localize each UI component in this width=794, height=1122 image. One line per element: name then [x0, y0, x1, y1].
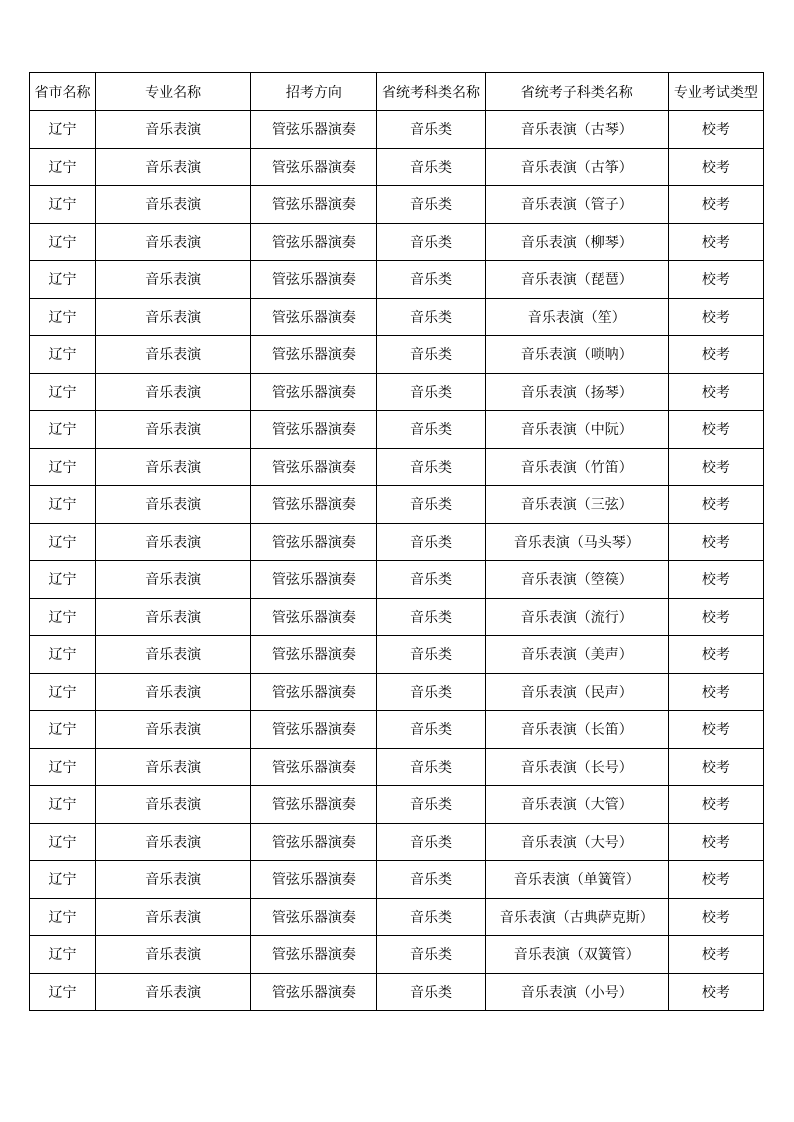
cell-province: 辽宁 [30, 373, 96, 411]
cell-exam-category: 音乐类 [377, 298, 485, 336]
cell-province: 辽宁 [30, 261, 96, 299]
cell-exam-category: 音乐类 [377, 823, 485, 861]
cell-direction: 管弦乐器演奏 [251, 936, 377, 974]
cell-direction: 管弦乐器演奏 [251, 298, 377, 336]
cell-province: 辽宁 [30, 111, 96, 149]
cell-province: 辽宁 [30, 411, 96, 449]
cell-major: 音乐表演 [96, 336, 251, 374]
cell-exam-subcategory: 音乐表演（笙） [485, 298, 668, 336]
cell-direction: 管弦乐器演奏 [251, 711, 377, 749]
cell-province: 辽宁 [30, 898, 96, 936]
cell-exam-type: 校考 [668, 786, 763, 824]
cell-major: 音乐表演 [96, 561, 251, 599]
cell-exam-type: 校考 [668, 336, 763, 374]
cell-province: 辽宁 [30, 223, 96, 261]
cell-major: 音乐表演 [96, 486, 251, 524]
cell-direction: 管弦乐器演奏 [251, 748, 377, 786]
cell-exam-type: 校考 [668, 673, 763, 711]
cell-exam-type: 校考 [668, 111, 763, 149]
header-exam-type: 专业考试类型 [668, 73, 763, 111]
cell-exam-type: 校考 [668, 898, 763, 936]
cell-province: 辽宁 [30, 486, 96, 524]
cell-direction: 管弦乐器演奏 [251, 561, 377, 599]
cell-province: 辽宁 [30, 448, 96, 486]
header-exam-subcategory: 省统考子科类名称 [485, 73, 668, 111]
cell-direction: 管弦乐器演奏 [251, 636, 377, 674]
table-row [30, 336, 764, 374]
cell-exam-type: 校考 [668, 823, 763, 861]
table-row [30, 823, 764, 861]
cell-direction: 管弦乐器演奏 [251, 111, 377, 149]
table-row [30, 298, 764, 336]
cell-exam-type: 校考 [668, 448, 763, 486]
table-row [30, 973, 764, 1011]
cell-major: 音乐表演 [96, 148, 251, 186]
cell-exam-type: 校考 [668, 261, 763, 299]
cell-exam-subcategory: 音乐表演（大号） [485, 823, 668, 861]
cell-exam-category: 音乐类 [377, 523, 485, 561]
table-row [30, 936, 764, 974]
cell-major: 音乐表演 [96, 411, 251, 449]
cell-exam-type: 校考 [668, 936, 763, 974]
cell-exam-type: 校考 [668, 748, 763, 786]
cell-major: 音乐表演 [96, 898, 251, 936]
cell-exam-category: 音乐类 [377, 561, 485, 599]
header-province: 省市名称 [30, 73, 96, 111]
cell-direction: 管弦乐器演奏 [251, 598, 377, 636]
table-row [30, 111, 764, 149]
table-row [30, 261, 764, 299]
cell-exam-subcategory: 音乐表演（长号） [485, 748, 668, 786]
cell-direction: 管弦乐器演奏 [251, 336, 377, 374]
table-row [30, 748, 764, 786]
cell-exam-category: 音乐类 [377, 261, 485, 299]
header-major: 专业名称 [96, 73, 251, 111]
cell-province: 辽宁 [30, 823, 96, 861]
admissions-table [29, 72, 764, 1011]
cell-direction: 管弦乐器演奏 [251, 523, 377, 561]
cell-direction: 管弦乐器演奏 [251, 148, 377, 186]
table-header [30, 73, 764, 111]
cell-exam-category: 音乐类 [377, 186, 485, 224]
cell-exam-subcategory: 音乐表演（箜篌） [485, 561, 668, 599]
cell-direction: 管弦乐器演奏 [251, 223, 377, 261]
cell-exam-subcategory: 音乐表演（竹笛） [485, 448, 668, 486]
cell-direction: 管弦乐器演奏 [251, 673, 377, 711]
cell-exam-category: 音乐类 [377, 448, 485, 486]
cell-exam-type: 校考 [668, 148, 763, 186]
cell-exam-category: 音乐类 [377, 861, 485, 899]
cell-major: 音乐表演 [96, 523, 251, 561]
cell-major: 音乐表演 [96, 186, 251, 224]
cell-province: 辽宁 [30, 186, 96, 224]
cell-province: 辽宁 [30, 673, 96, 711]
cell-major: 音乐表演 [96, 823, 251, 861]
cell-exam-category: 音乐类 [377, 711, 485, 749]
cell-exam-type: 校考 [668, 973, 763, 1011]
cell-exam-type: 校考 [668, 561, 763, 599]
cell-exam-category: 音乐类 [377, 673, 485, 711]
table-row [30, 523, 764, 561]
cell-major: 音乐表演 [96, 636, 251, 674]
cell-exam-subcategory: 音乐表演（扬琴） [485, 373, 668, 411]
cell-province: 辽宁 [30, 636, 96, 674]
cell-exam-subcategory: 音乐表演（中阮） [485, 411, 668, 449]
cell-province: 辽宁 [30, 336, 96, 374]
cell-major: 音乐表演 [96, 598, 251, 636]
header-row [30, 73, 764, 111]
cell-province: 辽宁 [30, 711, 96, 749]
table-row [30, 636, 764, 674]
cell-province: 辽宁 [30, 748, 96, 786]
cell-exam-category: 音乐类 [377, 786, 485, 824]
table-row [30, 186, 764, 224]
cell-exam-category: 音乐类 [377, 898, 485, 936]
cell-major: 音乐表演 [96, 373, 251, 411]
cell-province: 辽宁 [30, 298, 96, 336]
cell-major: 音乐表演 [96, 861, 251, 899]
cell-exam-subcategory: 音乐表演（大管） [485, 786, 668, 824]
cell-exam-subcategory: 音乐表演（古典萨克斯） [485, 898, 668, 936]
cell-exam-type: 校考 [668, 411, 763, 449]
table-row [30, 673, 764, 711]
cell-direction: 管弦乐器演奏 [251, 261, 377, 299]
cell-major: 音乐表演 [96, 748, 251, 786]
cell-province: 辽宁 [30, 598, 96, 636]
cell-major: 音乐表演 [96, 936, 251, 974]
table-row [30, 711, 764, 749]
cell-exam-category: 音乐类 [377, 336, 485, 374]
cell-exam-subcategory: 音乐表演（民声） [485, 673, 668, 711]
table-row [30, 898, 764, 936]
cell-exam-type: 校考 [668, 223, 763, 261]
cell-direction: 管弦乐器演奏 [251, 411, 377, 449]
cell-direction: 管弦乐器演奏 [251, 973, 377, 1011]
table-row [30, 786, 764, 824]
cell-exam-subcategory: 音乐表演（美声） [485, 636, 668, 674]
cell-major: 音乐表演 [96, 711, 251, 749]
cell-exam-subcategory: 音乐表演（三弦） [485, 486, 668, 524]
cell-exam-subcategory: 音乐表演（长笛） [485, 711, 668, 749]
cell-major: 音乐表演 [96, 448, 251, 486]
cell-exam-subcategory: 音乐表演（单簧管） [485, 861, 668, 899]
cell-exam-subcategory: 音乐表演（管子） [485, 186, 668, 224]
cell-major: 音乐表演 [96, 111, 251, 149]
cell-exam-category: 音乐类 [377, 223, 485, 261]
cell-direction: 管弦乐器演奏 [251, 861, 377, 899]
cell-exam-type: 校考 [668, 861, 763, 899]
table-row [30, 223, 764, 261]
cell-exam-subcategory: 音乐表演（马头琴） [485, 523, 668, 561]
cell-exam-subcategory: 音乐表演（古琴） [485, 111, 668, 149]
cell-exam-subcategory: 音乐表演（琵琶） [485, 261, 668, 299]
cell-exam-type: 校考 [668, 523, 763, 561]
cell-exam-subcategory: 音乐表演（流行） [485, 598, 668, 636]
table-row [30, 373, 764, 411]
cell-direction: 管弦乐器演奏 [251, 823, 377, 861]
cell-province: 辽宁 [30, 523, 96, 561]
cell-province: 辽宁 [30, 786, 96, 824]
cell-direction: 管弦乐器演奏 [251, 373, 377, 411]
header-direction: 招考方向 [251, 73, 377, 111]
cell-exam-category: 音乐类 [377, 936, 485, 974]
cell-exam-category: 音乐类 [377, 411, 485, 449]
cell-major: 音乐表演 [96, 673, 251, 711]
cell-exam-subcategory: 音乐表演（柳琴） [485, 223, 668, 261]
cell-exam-category: 音乐类 [377, 748, 485, 786]
cell-major: 音乐表演 [96, 298, 251, 336]
table-row [30, 448, 764, 486]
table-row [30, 598, 764, 636]
cell-direction: 管弦乐器演奏 [251, 448, 377, 486]
cell-province: 辽宁 [30, 561, 96, 599]
cell-major: 音乐表演 [96, 223, 251, 261]
cell-major: 音乐表演 [96, 261, 251, 299]
table-row [30, 861, 764, 899]
cell-province: 辽宁 [30, 936, 96, 974]
cell-direction: 管弦乐器演奏 [251, 898, 377, 936]
cell-direction: 管弦乐器演奏 [251, 186, 377, 224]
cell-major: 音乐表演 [96, 973, 251, 1011]
cell-exam-category: 音乐类 [377, 373, 485, 411]
cell-exam-type: 校考 [668, 636, 763, 674]
header-exam-category: 省统考科类名称 [377, 73, 485, 111]
cell-exam-type: 校考 [668, 598, 763, 636]
cell-exam-type: 校考 [668, 186, 763, 224]
table-row [30, 561, 764, 599]
cell-province: 辽宁 [30, 148, 96, 186]
cell-exam-category: 音乐类 [377, 636, 485, 674]
cell-exam-type: 校考 [668, 373, 763, 411]
cell-exam-category: 音乐类 [377, 486, 485, 524]
table-body [30, 111, 764, 1011]
cell-exam-type: 校考 [668, 711, 763, 749]
cell-province: 辽宁 [30, 973, 96, 1011]
table-row [30, 148, 764, 186]
cell-exam-category: 音乐类 [377, 148, 485, 186]
cell-direction: 管弦乐器演奏 [251, 786, 377, 824]
table-row [30, 411, 764, 449]
cell-exam-type: 校考 [668, 486, 763, 524]
cell-exam-category: 音乐类 [377, 973, 485, 1011]
cell-exam-subcategory: 音乐表演（唢呐） [485, 336, 668, 374]
cell-direction: 管弦乐器演奏 [251, 486, 377, 524]
cell-exam-subcategory: 音乐表演（小号） [485, 973, 668, 1011]
cell-major: 音乐表演 [96, 786, 251, 824]
cell-exam-type: 校考 [668, 298, 763, 336]
cell-exam-subcategory: 音乐表演（古筝） [485, 148, 668, 186]
cell-exam-subcategory: 音乐表演（双簧管） [485, 936, 668, 974]
cell-exam-category: 音乐类 [377, 598, 485, 636]
table-row [30, 486, 764, 524]
cell-exam-category: 音乐类 [377, 111, 485, 149]
cell-province: 辽宁 [30, 861, 96, 899]
